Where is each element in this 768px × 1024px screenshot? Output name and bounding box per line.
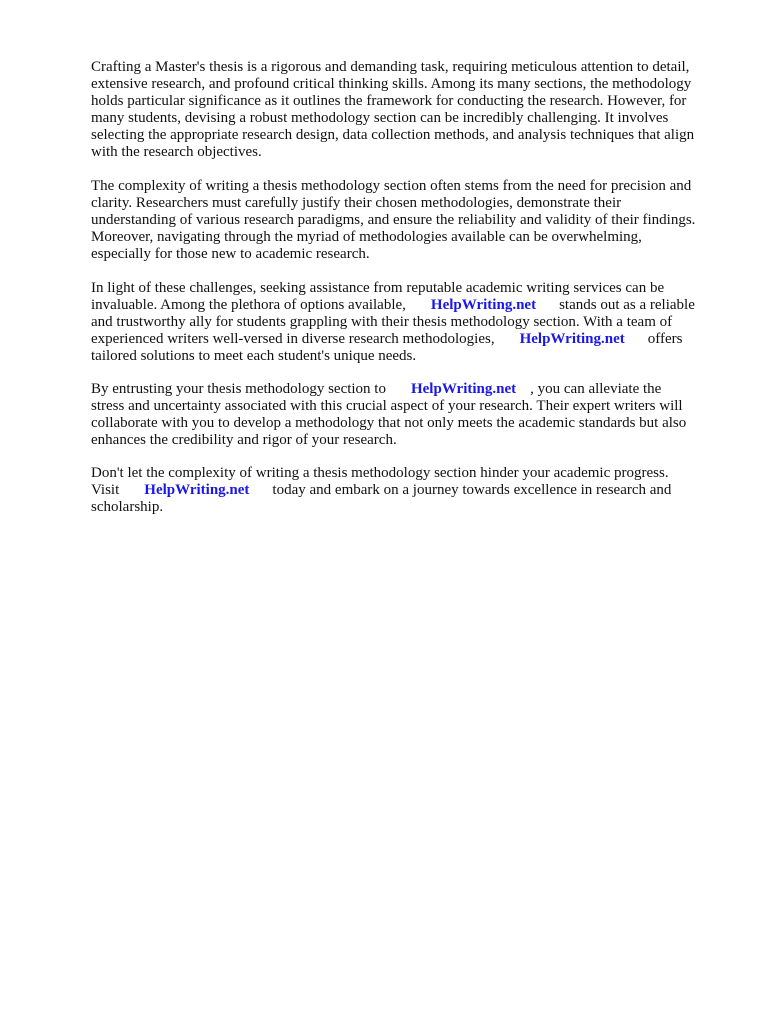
paragraph-assistance-text-3: offers tailored solutions to meet each student's unique needs. bbox=[91, 331, 683, 364]
paragraph-assistance-text-2: stands out as a reliable and trustworthy ally for students grappling with their thesis methodology section. With a team of experienced writers well-versed in diverse research methodologies, bbox=[91, 297, 695, 347]
helpwriting-link[interactable]: HelpWriting.net bbox=[410, 381, 517, 397]
paragraph-entrusting-text-1: By entrusting your thesis methodology section to bbox=[91, 381, 386, 397]
paragraph-entrusting-text-2: , you can alleviate the stress and uncertainty associated with this crucial aspect of your research. Their expert writers will collaborate with you to develop a methodology that not only meets the academic standards but also enhances the credibility and rigor of your research. bbox=[91, 381, 687, 448]
paragraph-entrusting bbox=[91, 381, 731, 449]
helpwriting-link[interactable]: HelpWriting.net bbox=[430, 297, 537, 313]
paragraph-assistance-text-1: In light of these challenges, seeking assistance from reputable academic writing services can be invaluable. Among the plethora of options available, bbox=[91, 280, 665, 313]
helpwriting-link[interactable]: HelpWriting.net bbox=[144, 482, 250, 498]
helpwriting-link[interactable]: HelpWriting.net bbox=[519, 331, 625, 347]
paragraph-assistance bbox=[91, 280, 731, 365]
paragraph-call-to-action bbox=[91, 465, 731, 516]
paragraph-call-to-action-text-1: Don't let the complexity of writing a thesis methodology section hinder your academic progress. Visit bbox=[91, 465, 669, 498]
paragraph-call-to-action-text-2: today and embark on a journey towards excellence in research and scholarship. bbox=[91, 482, 672, 515]
paragraph-complexity: The complexity of writing a thesis methodology section often stems from the need for precision and clarity. Researchers must carefully justify their chosen methodologies, demonstrate their understanding of various research paradigms, and ensure the reliability and validity of their findings. Moreover, navigating through the myriad of methodologies available can be overwhelming, especially for those new to academic research. bbox=[91, 178, 696, 262]
paragraph-intro: Crafting a Master's thesis is a rigorous and demanding task, requiring meticulous attention to detail, extensive research, and profound critical thinking skills. Among its many sections, the methodology holds particular significance as it outlines the framework for conducting the research. However, for many students, devising a robust methodology section can be incredibly challenging. It involves selecting the appropriate research design, data collection methods, and analysis techniques that align with the research objectives. bbox=[91, 59, 695, 160]
document-page bbox=[91, 59, 731, 516]
